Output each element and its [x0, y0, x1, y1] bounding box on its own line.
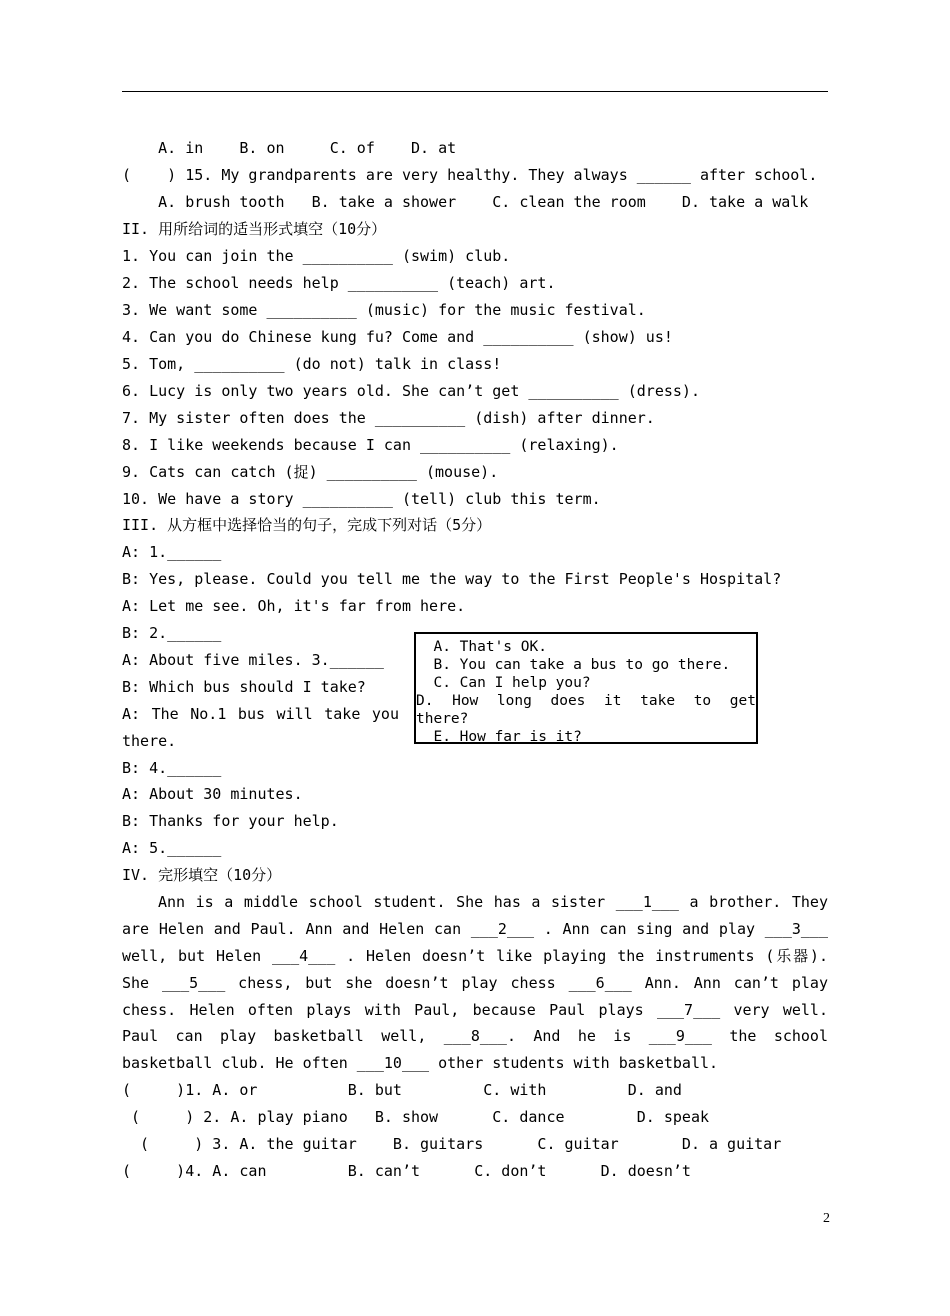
q15-question: ( ) 15. My grandparents are very healthy. They always ______ after school.	[122, 166, 818, 184]
cloze-passage-line: Paul can play basketball well, ___8___. And he is ___9___ the school	[122, 1027, 828, 1045]
dialogue-line: B: Thanks for your help.	[122, 812, 339, 830]
cloze-question-2: ( ) 2. A. play piano B. show C. dance D. speak	[122, 1108, 709, 1126]
cloze-passage-line: chess. Helen often plays with Paul, because Paul plays ___7___ very well.	[122, 1001, 828, 1019]
fill-item-6: 6. Lucy is only two years old. She can’t get __________ (dress).	[122, 382, 700, 400]
cloze-question-1: ( )1. A. or B. but C. with D. and	[122, 1081, 682, 1099]
box-option-a: A. That's OK.	[416, 639, 547, 655]
fill-item-10: 10. We have a story __________ (tell) club this term.	[122, 490, 601, 508]
q15-options: A. brush tooth B. take a shower C. clean the room D. take a walk	[122, 193, 809, 211]
dialogue-line: A: The No.1 bus will take you	[122, 705, 399, 723]
cloze-question-3: ( ) 3. A. the guitar B. guitars C. guitar D. a guitar	[122, 1135, 782, 1153]
fill-item-3: 3. We want some __________ (music) for the music festival.	[122, 301, 646, 319]
fill-item-1: 1. You can join the __________ (swim) club.	[122, 247, 511, 265]
fill-item-9: 9. Cats can catch (捉) __________ (mouse).	[122, 463, 499, 481]
options-box	[414, 632, 758, 744]
dialogue-line: A: About five miles. 3.______	[122, 651, 384, 669]
dialogue-line: B: 4.______	[122, 759, 222, 777]
cloze-question-4: ( )4. A. can B. can’t C. don’t D. doesn’t	[122, 1162, 691, 1180]
dialogue-line: B: Which bus should I take?	[122, 678, 366, 696]
box-option-d: D. How long does it take to get	[416, 693, 756, 709]
section-3-heading: III. 从方框中选择恰当的句子，完成下列对话（5分）	[122, 516, 492, 534]
section-2-heading: II. 用所给词的适当形式填空（10分）	[122, 220, 387, 238]
fill-item-5: 5. Tom, __________ (do not) talk in class!	[122, 355, 502, 373]
dialogue-line: A: About 30 minutes.	[122, 785, 303, 803]
dialogue-line: there.	[122, 732, 177, 750]
dialogue-line: B: Yes, please. Could you tell me the way to the First People's Hospital?	[122, 570, 782, 588]
page-number: 2	[823, 1211, 830, 1226]
box-option-b: B. You can take a bus to go there.	[416, 657, 731, 673]
box-option-d-cont: there?	[416, 711, 469, 727]
dialogue-line: A: 5.______	[122, 839, 222, 857]
fill-item-2: 2. The school needs help __________ (teach) art.	[122, 274, 556, 292]
fill-item-7: 7. My sister often does the __________ (dish) after dinner.	[122, 409, 655, 427]
fill-item-4: 4. Can you do Chinese kung fu? Come and __________ (show) us!	[122, 328, 673, 346]
dialogue-line: A: 1.______	[122, 543, 222, 561]
dialogue-line: A: Let me see. Oh, it's far from here.	[122, 597, 466, 615]
q14-options: A. in B. on C. of D. at	[122, 139, 457, 157]
cloze-passage-line: are Helen and Paul. Ann and Helen can ___2___ . Ann can sing and play ___3___	[122, 920, 828, 938]
dialogue-line: B: 2.______	[122, 624, 222, 642]
cloze-passage-line: She ___5___ chess, but she doesn’t play chess ___6___ Ann. Ann can’t play	[122, 974, 828, 992]
cloze-passage-line: Ann is a middle school student. She has a sister ___1___ a brother. They	[158, 893, 828, 911]
fill-item-8: 8. I like weekends because I can __________ (relaxing).	[122, 436, 619, 454]
cloze-passage-line: basketball club. He often ___10___ other students with basketball.	[122, 1054, 719, 1072]
box-option-c: C. Can I help you?	[416, 675, 591, 691]
section-4-heading: IV. 完形填空（10分）	[122, 866, 282, 884]
cloze-passage-line: well, but Helen ___4___ . Helen doesn’t like playing the instruments (乐器).	[122, 947, 828, 965]
header-rule	[122, 91, 828, 92]
box-option-e: E. How far is it?	[416, 729, 582, 745]
